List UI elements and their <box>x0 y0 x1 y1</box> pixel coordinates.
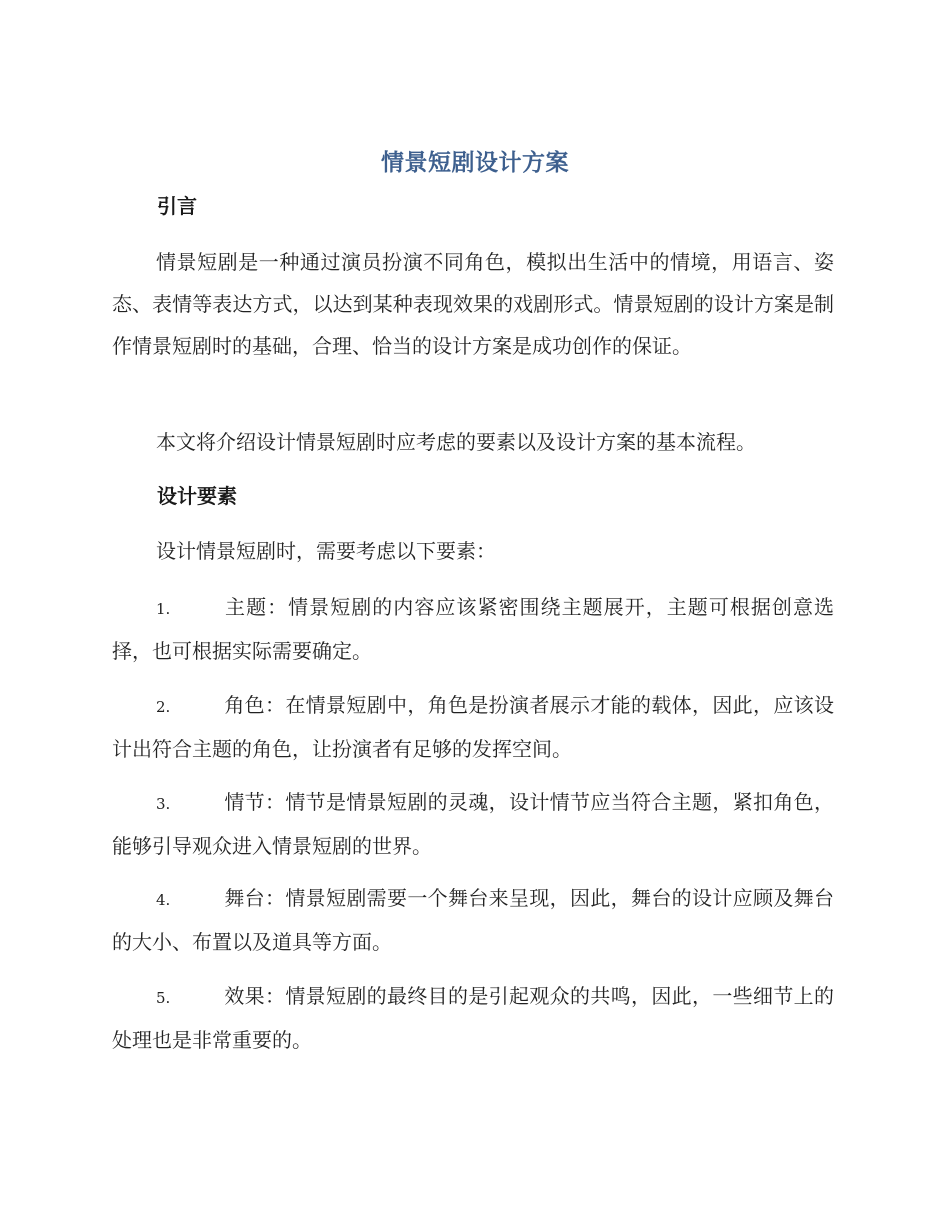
list-item <box>112 975 834 1061</box>
list-item-text: 效果：情景短剧的最终目的是引起观众的共鸣，因此，一些细节上的处理也是非常重要的。 <box>112 984 834 1052</box>
section-heading-elements: 设计要素 <box>157 484 237 508</box>
list-item <box>112 684 834 770</box>
list-item-number: 3. <box>156 795 171 813</box>
page-title: 情景短剧设计方案 <box>381 150 569 176</box>
list-item-text: 主题：情景短剧的内容应该紧密围绕主题展开，主题可根据创意选择，也可根据实际需要确定。 <box>112 595 834 663</box>
paragraph-intro-2: 本文将介绍设计情景短剧时应考虑的要素以及设计方案的基本流程。 <box>156 430 756 454</box>
paragraph-intro-1: 情景短剧是一种通过演员扮演不同角色，模拟出生活中的情境，用语言、姿态、表情等表达方式，以达到某种表现效果的戏剧形式。情景短剧的设计方案是制作情景短剧时的基础，合理、恰当的设计方案是成功创作的保证。 <box>112 250 834 358</box>
list-item-number: 1. <box>156 600 171 618</box>
list-item-number: 5. <box>156 989 171 1007</box>
list-item <box>112 781 834 867</box>
list-item-number: 4. <box>156 891 171 909</box>
list-item-number: 2. <box>156 698 171 716</box>
list-item <box>112 586 834 672</box>
list-item-text: 情节：情节是情景短剧的灵魂，设计情节应当符合主题，紧扣角色，能够引导观众进入情景短剧的世界。 <box>112 790 834 858</box>
list-item-text: 角色：在情景短剧中，角色是扮演者展示才能的载体，因此，应该设计出符合主题的角色，让扮演者有足够的发挥空间。 <box>112 693 834 761</box>
paragraph-elements-lead: 设计情景短剧时，需要考虑以下要素： <box>156 539 496 563</box>
list-item-text: 舞台：情景短剧需要一个舞台来呈现，因此，舞台的设计应顾及舞台的大小、布置以及道具等方面。 <box>112 886 834 954</box>
list-item <box>112 877 834 963</box>
section-heading-intro: 引言 <box>157 194 197 218</box>
